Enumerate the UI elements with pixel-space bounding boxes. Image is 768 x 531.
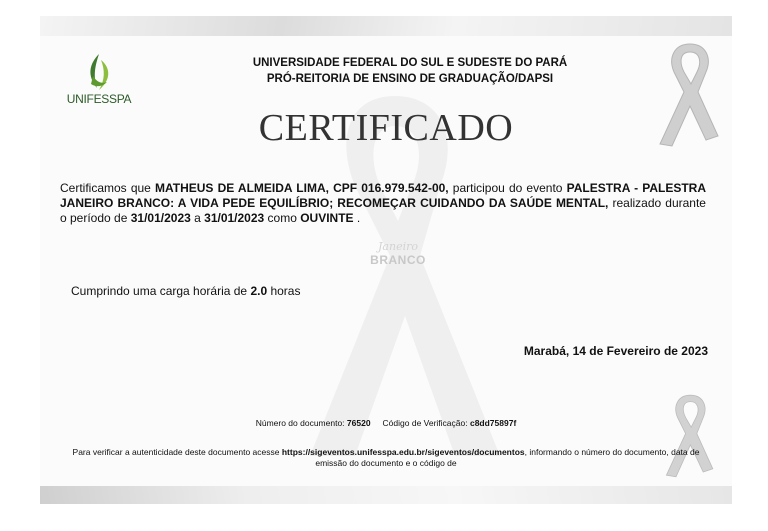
watermark-line2: BRANCO xyxy=(370,253,426,267)
certificate xyxy=(40,16,732,504)
hours-suffix: horas xyxy=(267,284,301,298)
logo-text: UNIFESSPA xyxy=(66,92,132,106)
verification-instructions xyxy=(70,447,702,469)
department-name: PRÓ-REITORIA DE ENSINO DE GRADUAÇÃO/DAPSI xyxy=(266,73,554,85)
body-participou: participou do evento xyxy=(448,181,567,195)
verify-prefix: Para verificar a autenticidade deste documento acesse xyxy=(72,447,282,457)
body-intro: Certificamos que xyxy=(60,181,155,195)
doc-number: 76520 xyxy=(346,418,371,428)
document-info xyxy=(40,418,732,428)
participant-role: OUVINTE xyxy=(300,211,354,225)
university-name: UNIVERSIDADE FEDERAL DO SUL E SUDESTE DO PARÁ xyxy=(252,57,568,69)
verify-url[interactable]: https://sigeventos.unifesspa.edu.br/sigeventos/documentos xyxy=(281,447,525,457)
certificate-title: CERTIFICADO xyxy=(258,107,514,149)
body-realizado: realizado durante o período de xyxy=(60,196,706,225)
leaf-logo-icon xyxy=(79,50,119,94)
top-decorative-band xyxy=(40,16,732,36)
hours-prefix: Cumprindo uma carga horária de xyxy=(71,284,251,298)
watermark-line1: Janeiro xyxy=(378,240,418,253)
body-a: a xyxy=(190,211,205,225)
start-date: 31/01/2023 xyxy=(130,211,191,225)
bottom-decorative-band xyxy=(40,486,732,504)
verification-code-label: Código de Verificação: xyxy=(382,418,470,428)
end-date: 31/01/2023 xyxy=(204,211,265,225)
certificate-body xyxy=(60,181,706,226)
doc-number-label: Número do documento: xyxy=(255,418,347,428)
verify-suffix: , informando o número do documento, data de emissão do documento e o código de xyxy=(315,447,700,468)
body-end: . xyxy=(353,211,361,225)
body-como: como xyxy=(264,211,301,225)
participant-name: MATHEUS DE ALMEIDA LIMA, CPF 016.979.542-00, xyxy=(154,181,449,195)
place-and-date: Marabá, 14 de Fevereiro de 2023 xyxy=(523,344,708,358)
verification-code: c8dd75897f xyxy=(469,418,517,428)
event-name: PALESTRA - PALESTRA JANEIRO BRANCO: A VIDA PEDE EQUILÍBRIO; RECOMEÇAR CUIDANDO DA SAÚDE MENTAL, xyxy=(60,181,706,210)
workload-text xyxy=(71,284,300,298)
janeiro-branco-watermark xyxy=(358,240,438,267)
hours-value: 2.0 xyxy=(250,284,268,298)
